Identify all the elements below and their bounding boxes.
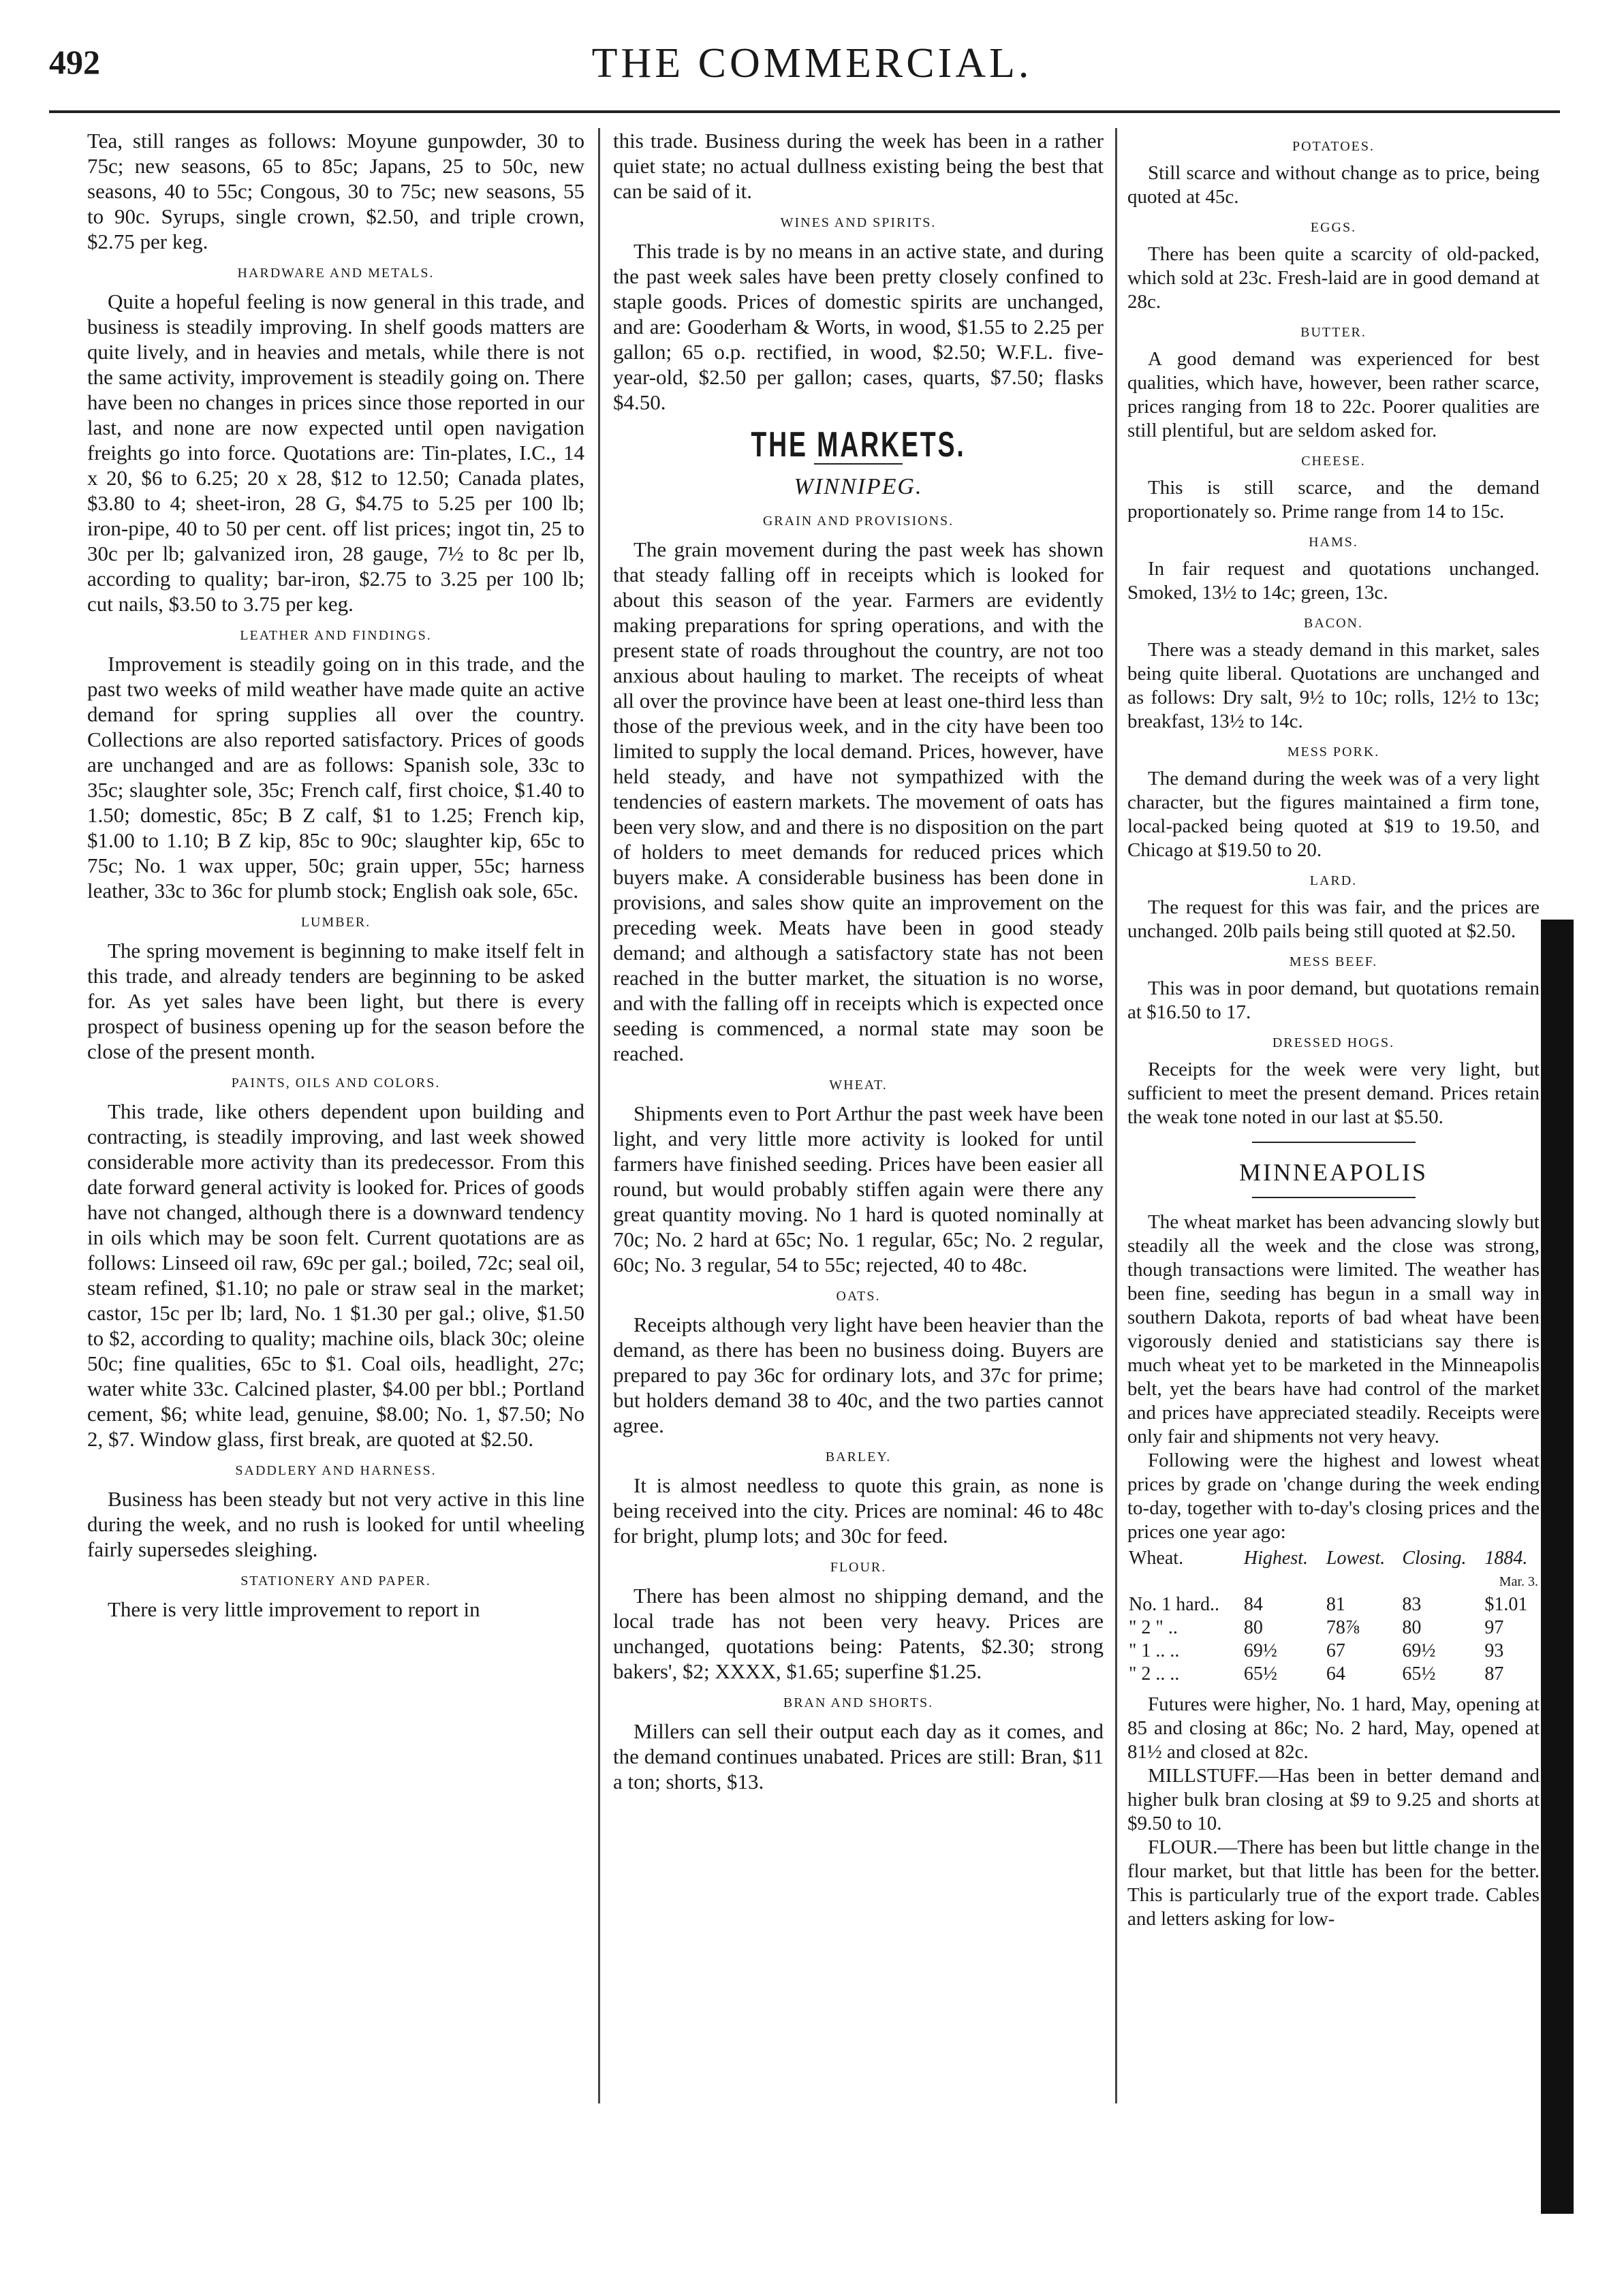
heading-bacon: BACON. (1303, 616, 1363, 631)
paragraph-hams: In fair request and quotations unchanged. Smoked, 13½ to 14c; green, 13c. (1127, 558, 1540, 604)
heading-eggs: EGGS. (1310, 220, 1357, 235)
paragraph-mess-beef: This was in poor demand, but quotations remain at $16.50 to 17. (1127, 977, 1540, 1023)
paragraph-minneapolis-flour: FLOUR.—There has been but little change in the flour market, but that little has been for the better. This is particularly true of the export trade. Cables and letters asking for low- (1127, 1836, 1540, 1930)
heading-leather: LEATHER AND FINDINGS. (240, 628, 432, 643)
heading-cheese: CHEESE. (1301, 454, 1366, 469)
table-row (1127, 1616, 1540, 1640)
paragraph-saddlery: Business has been steady but not very active in this line during the week, and no rush is looked for until wheeling fairly supersedes sleighing. (87, 1487, 584, 1561)
paragraph-barley: It is almost needless to quote this grain, as none is being received into the city. Prices are nominal: 46 to 48c for bright, plump lots; and 30c for feed. (613, 1473, 1104, 1548)
table-cell: 65½ (1243, 1663, 1277, 1685)
table-cell: 69½ (1243, 1640, 1277, 1661)
heading-paints: PAINTS, OILS AND COLORS. (231, 1076, 441, 1091)
heading-barley: BARLEY. (825, 1450, 892, 1465)
table-cell: 83 (1402, 1594, 1422, 1615)
table-cell: 78⅞ (1326, 1617, 1360, 1638)
table-subheader-row (1127, 1570, 1540, 1593)
paragraph-potatoes: Still scarce and without change as to price, being quoted at 45c. (1127, 162, 1540, 208)
table-row (1127, 1593, 1540, 1616)
heading-winnipeg: WINNIPEG. (794, 474, 923, 499)
heading-wheat: WHEAT. (829, 1078, 888, 1093)
table-cell: 80 (1402, 1617, 1422, 1638)
heading-hardware: HARDWARE AND METALS. (237, 266, 435, 281)
paragraph-mess-pork: The demand during the week was of a very light character, but the figures maintained a firm tone, local-packed being quoted at $19 to 19.50, and Chicago at $19.50 to 20. (1127, 768, 1540, 861)
minneapolis-rule-top (1252, 1142, 1416, 1143)
paragraph-paints: This trade, like others dependent upon building and contracting, is steadily improving, and last week showed considerable more activity than its predecessor. From this date forward general activity is looked for. Prices of goods have not changed, although there is a downward tendency in oils which may be soon felt. Current quotations are as follows: Linseed oil raw, 69c per gal.; boiled, 72c; seal oil, steam refined, $1.10; no pale or straw seal in the market; castor, 15c per lb; lard, No. 1 $1.30 per gal.; olive, $1.50 to $2, according to quality; machine oils, black 30c; oleine 50c; fine qualities, 65c to $1. Coal oils, headlight, 27c; water white 33c. Calcined plaster, $4.00 per bbl.; Portland cement, $6; white lead, genuine, $8.00; No. 1, $7.50; No 2, $7. Window glass, first break, are quoted at $2.50. (87, 1099, 584, 1451)
table-row (1127, 1640, 1540, 1663)
table-header-row (1127, 1547, 1540, 1570)
paragraph-cheese: This is still scarce, and the demand proportionately so. Prime range from 14 to 15c. (1127, 477, 1540, 522)
heading-mess-beef: MESS BEEF. (1289, 954, 1378, 969)
paragraph-hardware: Quite a hopeful feeling is now general in this trade, and business is steadily improving. In shelf goods matters are quite lively, and in heavies and metals, while there is not the same activity, improvement is steadily going on. There have been no changes in prices since those reported in our last, and none are now expected until open navigation freights go into force. Quotations are: Tin-plates, I.C., 14 x 20, $6 to 6.25; 20 x 28, $12 to 12.50; Canada plates, $3.80 to 4; sheet-iron, 28 G, $4.75 to 5.25 per 100 lb; iron-pipe, 40 to 50 per cent. off list prices; ingot tin, 25 to 30c per lb; galvanized iron, 28 gauge, 7½ to 8c per lb, according to quality; bar-iron, $2.75 to 3.25 per 100 lb; cut nails, $3.50 to 3.75 per keg. (87, 289, 584, 616)
table-cell: No. 1 hard.. (1129, 1594, 1219, 1615)
page-number: 492 (49, 43, 100, 81)
table-cell: " 2 .. .. (1129, 1663, 1180, 1685)
paragraph-stationery-cont: this trade. Business during the week has been in a rather quiet state; no actual dullness existing being the best that can be said of it. (613, 129, 1104, 203)
table-header-cell: Wheat. (1129, 1548, 1184, 1569)
table-cell: 81 (1326, 1594, 1345, 1615)
heading-lard: LARD. (1309, 873, 1358, 888)
table-cell: 69½ (1402, 1640, 1436, 1661)
table-row (1127, 1663, 1540, 1686)
heading-mess-pork: MESS PORK. (1287, 745, 1380, 759)
table-header-cell: Highest. (1243, 1548, 1309, 1569)
paragraph-grain: The grain movement during the past week has shown that steady falling off in receipts which is looked for about this season of the year. Farmers are evidently making preparations for spring operations, and with the present state of roads throughout the country, are not too anxious about hauling to market. The receipts of wheat all over the province have been at least one-third less than those of the previous week, and in the city have been too limited to supply the local demand. Prices, however, have held steady, and have not sympathized with the tendencies of eastern markets. The movement of oats has been very slow, and and there is no disposition on the part of holders to meet demands for reduced prices which buyers make. A considerable business has been done in provisions, and sales show quite an improvement on the preceding week. Meats have been in good steady demand; and although a satisfactory state has not been reached in the butter market, the situation is no worse, and with the falling off in receipts which is expected once seeding is commenced, a normal state may soon be reached. (613, 537, 1104, 1065)
table-subheader-date: Mar. 3. (1499, 1574, 1538, 1589)
table-cell: 67 (1326, 1640, 1345, 1661)
paragraph-minneapolis-1: The wheat market has been advancing slowly but steadily all the week and the close was strong, though transactions were limited. The weather has been fine, seeding has begun in a small way in southern Dakota, reports of bad wheat have been vigorously denied and statisticians say there is much wheat yet to be marketed in the Minneapolis belt, yet the bears have had control of the market and prices have appreciated steadily. Receipts were only fair and shipments not very heavy. (1127, 1211, 1540, 1447)
paragraph-bacon: There was a steady demand in this market, sales being quite liberal. Quotations are unchanged and as follows: Dry salt, 9½ to 10c; rolls, 12½ to 13c; breakfast, 13½ to 14c. (1127, 639, 1540, 732)
paragraph-lumber: The spring movement is beginning to make itself felt in this trade, and already tenders are beginning to be asked for. As yet sales have been light, but there is every prospect of business opening up for the season before the close of the present month. (87, 939, 584, 1063)
column-divider-1 (598, 128, 600, 2103)
paragraph-dressed-hogs: Receipts for the week were very light, but sufficient to meet the present demand. Prices retain the weak tone noted in our last at $5.50. (1127, 1059, 1540, 1128)
table-cell: $1.01 (1484, 1594, 1528, 1615)
heading-minneapolis: MINNEAPOLIS (1238, 1159, 1428, 1186)
wheat-price-table (1127, 1547, 1540, 1686)
scan-dark-edge (1541, 920, 1574, 2214)
table-cell: 84 (1243, 1594, 1263, 1615)
heading-oats: OATS. (836, 1289, 881, 1304)
table-header-cell: Closing. (1402, 1548, 1467, 1569)
heading-markets: THE MARKETS. (751, 425, 966, 465)
heading-butter: BUTTER. (1300, 325, 1367, 340)
paragraph-minneapolis-2: Following were the highest and lowest wheat prices by grade on 'change during the week ending to-day, together with to-day's closing prices and the prices one year ago: (1127, 1450, 1540, 1543)
table-cell: 80 (1243, 1617, 1263, 1638)
table-cell: 64 (1326, 1663, 1345, 1685)
column-2 (613, 128, 1104, 2236)
column-divider-2 (1115, 128, 1117, 2103)
paragraph-flour: There has been almost no shipping demand, and the local trade has not been very heavy. Prices are unchanged, quotations being: Patents, $2.30; strong bakers', $2; XXXX, $1.65; superfine $1.25. (613, 1584, 1104, 1683)
page-title: THE COMMERCIAL. (591, 40, 1033, 87)
paragraph-tea: Tea, still ranges as follows: Moyune gunpowder, 30 to 75c; new seasons, 65 to 85c; Japans, 25 to 50c, new seasons, 40 to 55c; Congous, 30 to 75c; new seasons, 55 to 90c. Syrups, single crown, $2.50, and triple crown, $2.75 per keg. (87, 129, 584, 253)
paragraph-wines: This trade is by no means in an active state, and during the past week sales have been pretty closely confined to staple goods. Prices of domestic spirits are unchanged, and are: Gooderham & Worts, in wood, $1.55 to 2.25 per gallon; 65 o.p. rectified, in wood, $2.50; W.F.L. five-year-old, $2.50 per gallon; cases, quarts, $7.50; flasks $4.50. (613, 239, 1104, 414)
paragraph-bran: Millers can sell their output each day as it comes, and the demand continues unabated. Prices are still: Bran, $11 a ton; shorts, $13. (613, 1719, 1104, 1794)
header-rule (49, 110, 1560, 113)
heading-bran: BRAN AND SHORTS. (783, 1695, 934, 1710)
heading-flour: FLOUR. (830, 1560, 887, 1575)
paragraph-stationery: There is very little improvement to report in (108, 1597, 480, 1621)
table-cell: " 1 .. .. (1129, 1640, 1180, 1661)
table-cell: " 2 " .. (1129, 1617, 1178, 1638)
heading-lumber: LUMBER. (300, 915, 371, 930)
heading-grain: GRAIN AND PROVISIONS. (762, 514, 954, 529)
table-header-cell: Lowest. (1326, 1548, 1386, 1569)
minneapolis-rule-bottom (1252, 1197, 1416, 1198)
table-cell: 93 (1484, 1640, 1504, 1661)
table-cell: 97 (1484, 1617, 1504, 1638)
paragraph-oats: Receipts although very light have been heavier than the demand, as there has been no business doing. Buyers are prepared to pay 36c for ordinary lots, and 37c for prime; but holders demand 38 to 40c, and the two parties cannot agree. (613, 1313, 1104, 1437)
heading-dressed-hogs: DRESSED HOGS. (1272, 1035, 1395, 1050)
paragraph-lard: The request for this was fair, and the prices are unchanged. 20lb pails being still quoted at $2.50. (1127, 896, 1540, 942)
heading-wines: WINES AND SPIRITS. (780, 215, 937, 230)
paragraph-eggs: There has been quite a scarcity of old-packed, which sold at 23c. Fresh-laid are in good demand at 28c. (1127, 243, 1540, 313)
heading-stationery: STATIONERY AND PAPER. (240, 1573, 431, 1588)
table-header-cell: 1884. (1484, 1548, 1528, 1569)
column-3 (1127, 128, 1540, 2236)
table-cell: 87 (1484, 1663, 1504, 1685)
paragraph-wheat: Shipments even to Port Arthur the past week have been light, and very little more activity is looked for until farmers have finished seeding. Prices have been easier all round, but would probably stiffen again were there any great quantity moving. No 1 hard is quoted nominally at 70c; No. 2 hard at 65c; No. 1 regular, 65c; No. 2 regular, 60c; No. 3 regular, 54 to 55c; rejected, 40 to 48c. (613, 1101, 1104, 1277)
heading-saddlery: SADDLERY AND HARNESS. (235, 1463, 437, 1478)
table-cell: 65½ (1402, 1663, 1436, 1685)
heading-potatoes: POTATOES. (1292, 139, 1375, 154)
paragraph-millstuff: MILLSTUFF.—Has been in better demand and higher bulk bran closing at $9 to 9.25 and shorts at $9.50 to 10. (1127, 1765, 1540, 1834)
column-1 (87, 128, 584, 2236)
heading-hams: HAMS. (1309, 535, 1358, 550)
paragraph-butter: A good demand was experienced for best qualities, which have, however, been rather scarce, prices ranging from 18 to 22c. Poorer qualities are still plentiful, but are seldom asked for. (1127, 348, 1540, 441)
paragraph-leather: Improvement is steadily going on in this trade, and the past two weeks of mild weather have made quite an active demand for spring supplies all over the country. Collections are also reported satisfactory. Prices of goods are unchanged and are as follows: Spanish sole, 33c to 35c; slaughter sole, 35c; French calf, first choice, $1.40 to 1.50; domestic, 85c; B Z calf, $1 to 1.25; French kip, $1.00 to 1.10; B Z kip, 85c to 90c; slaughter kip, 65c to 75c; No. 1 wax upper, 50c; grain upper, 55c; harness leather, 33c to 36c for plumb stock; English oak sole, 65c. (87, 652, 584, 903)
paragraph-minneapolis-3: Futures were higher, No. 1 hard, May, opening at 85 and closing at 86c; No. 2 hard, May, opened at 81½ and closed at 82c. (1127, 1693, 1540, 1763)
